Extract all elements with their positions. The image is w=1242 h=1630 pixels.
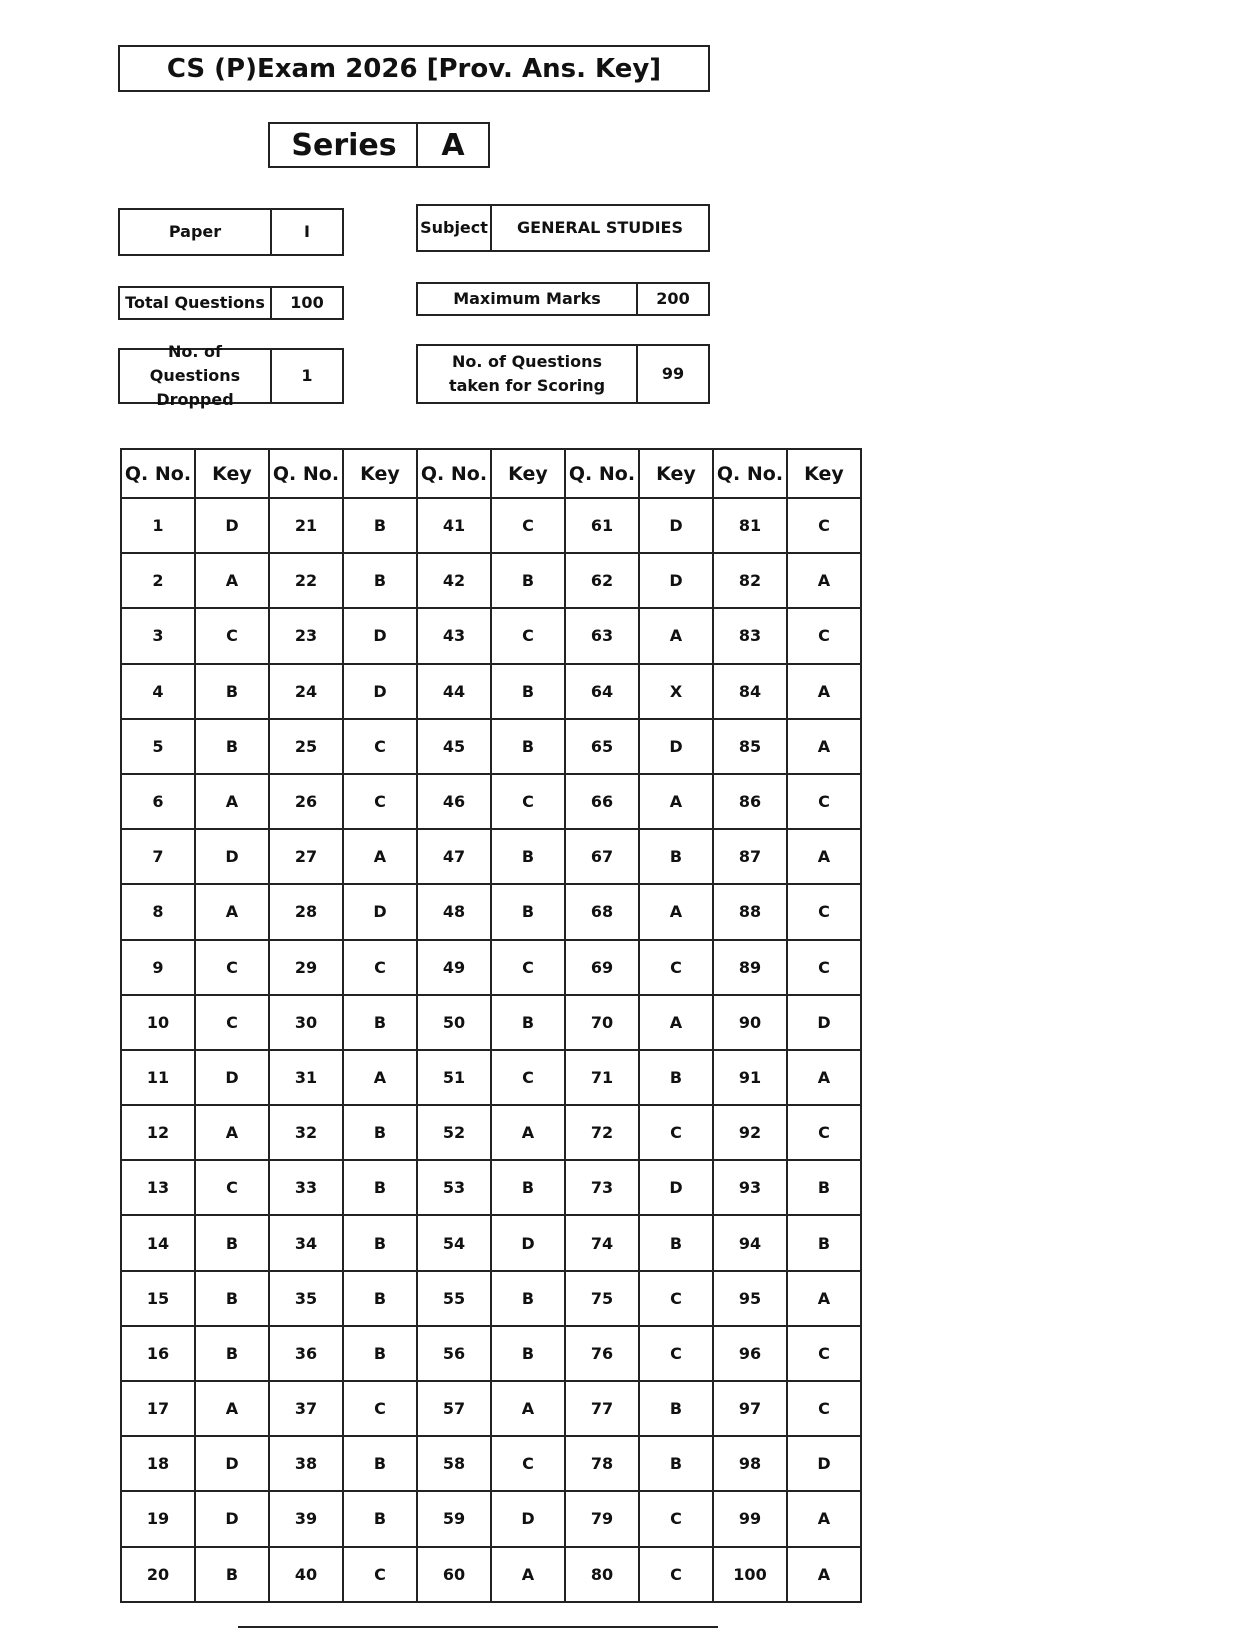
answer-key: C	[639, 1271, 713, 1326]
question-number: 59	[417, 1491, 491, 1546]
table-row	[121, 1381, 861, 1436]
answer-key: A	[195, 1381, 269, 1436]
question-number: 25	[269, 719, 343, 774]
question-number: 15	[121, 1271, 195, 1326]
total-questions-box	[118, 286, 344, 320]
answer-key: C	[639, 1105, 713, 1160]
table-row	[121, 774, 861, 829]
answer-key: C	[343, 940, 417, 995]
answer-key: C	[787, 774, 861, 829]
question-number: 74	[565, 1215, 639, 1270]
header-key: Key	[787, 449, 861, 498]
question-number: 84	[713, 664, 787, 719]
answer-key: B	[491, 553, 565, 608]
table-row	[121, 1160, 861, 1215]
question-number: 27	[269, 829, 343, 884]
question-number: 8	[121, 884, 195, 939]
answer-key: A	[639, 774, 713, 829]
question-number: 13	[121, 1160, 195, 1215]
answer-key: C	[491, 608, 565, 663]
question-number: 5	[121, 719, 195, 774]
question-number: 76	[565, 1326, 639, 1381]
answer-key: B	[639, 1436, 713, 1491]
header-qno: Q. No.	[565, 449, 639, 498]
question-number: 91	[713, 1050, 787, 1105]
question-number: 93	[713, 1160, 787, 1215]
answer-key: B	[195, 1547, 269, 1602]
series-value: A	[416, 122, 490, 168]
question-number: 30	[269, 995, 343, 1050]
answer-key: C	[787, 1381, 861, 1436]
question-number: 53	[417, 1160, 491, 1215]
paper-value: I	[304, 222, 310, 241]
question-number: 4	[121, 664, 195, 719]
table-row	[121, 608, 861, 663]
table-row	[121, 1491, 861, 1546]
answer-key: B	[491, 719, 565, 774]
question-number: 48	[417, 884, 491, 939]
total-questions-value: 100	[290, 293, 324, 312]
answer-key: X	[639, 664, 713, 719]
question-number: 52	[417, 1105, 491, 1160]
question-number: 63	[565, 608, 639, 663]
question-number: 73	[565, 1160, 639, 1215]
question-number: 16	[121, 1326, 195, 1381]
paper-label: Paper	[120, 210, 272, 254]
answer-key: D	[195, 498, 269, 553]
question-number: 78	[565, 1436, 639, 1491]
answer-key: B	[195, 1271, 269, 1326]
question-number: 32	[269, 1105, 343, 1160]
table-row	[121, 553, 861, 608]
question-number: 11	[121, 1050, 195, 1105]
answer-key: B	[343, 1271, 417, 1326]
subject-box	[416, 204, 710, 252]
question-number: 22	[269, 553, 343, 608]
answer-key: A	[639, 995, 713, 1050]
question-number: 50	[417, 995, 491, 1050]
question-number: 36	[269, 1326, 343, 1381]
answer-key: A	[787, 553, 861, 608]
answer-key: A	[787, 829, 861, 884]
header-qno: Q. No.	[713, 449, 787, 498]
answer-key: B	[639, 1215, 713, 1270]
answer-key: C	[639, 1547, 713, 1602]
answer-key: B	[195, 1326, 269, 1381]
question-number: 85	[713, 719, 787, 774]
answer-key: B	[343, 553, 417, 608]
answer-key: D	[195, 829, 269, 884]
answer-key: B	[639, 1381, 713, 1436]
question-number: 49	[417, 940, 491, 995]
table-row	[121, 940, 861, 995]
scoring-label: No. of Questions taken for Scoring	[418, 346, 638, 402]
question-number: 18	[121, 1436, 195, 1491]
max-marks-label: Maximum Marks	[418, 284, 638, 314]
question-number: 95	[713, 1271, 787, 1326]
answer-key: A	[343, 1050, 417, 1105]
question-number: 44	[417, 664, 491, 719]
question-number: 71	[565, 1050, 639, 1105]
question-number: 90	[713, 995, 787, 1050]
subject-value: GENERAL STUDIES	[517, 218, 683, 237]
answer-key: C	[787, 608, 861, 663]
question-number: 20	[121, 1547, 195, 1602]
question-number: 2	[121, 553, 195, 608]
answer-key: D	[787, 1436, 861, 1491]
answer-key: C	[787, 498, 861, 553]
question-number: 65	[565, 719, 639, 774]
question-number: 39	[269, 1491, 343, 1546]
question-number: 6	[121, 774, 195, 829]
question-number: 33	[269, 1160, 343, 1215]
header-key: Key	[195, 449, 269, 498]
question-number: 26	[269, 774, 343, 829]
table-row	[121, 1105, 861, 1160]
question-number: 28	[269, 884, 343, 939]
answer-key: A	[787, 664, 861, 719]
question-number: 37	[269, 1381, 343, 1436]
answer-key: D	[195, 1050, 269, 1105]
question-number: 23	[269, 608, 343, 663]
question-number: 17	[121, 1381, 195, 1436]
question-number: 99	[713, 1491, 787, 1546]
answer-key: B	[343, 1160, 417, 1215]
question-number: 88	[713, 884, 787, 939]
answer-key: A	[195, 884, 269, 939]
question-number: 67	[565, 829, 639, 884]
question-number: 9	[121, 940, 195, 995]
question-number: 94	[713, 1215, 787, 1270]
answer-key: C	[787, 1105, 861, 1160]
question-number: 77	[565, 1381, 639, 1436]
total-questions-label: Total Questions	[120, 288, 272, 318]
answer-key: C	[491, 498, 565, 553]
answer-key: B	[343, 498, 417, 553]
question-number: 19	[121, 1491, 195, 1546]
max-marks-value: 200	[656, 289, 690, 308]
answer-key: B	[195, 1215, 269, 1270]
answer-key: C	[343, 1547, 417, 1602]
question-number: 45	[417, 719, 491, 774]
answer-key: C	[343, 719, 417, 774]
answer-key: C	[195, 1160, 269, 1215]
answer-key: A	[639, 608, 713, 663]
answer-key: D	[343, 664, 417, 719]
answer-key: B	[491, 664, 565, 719]
table-row	[121, 995, 861, 1050]
answer-key: B	[343, 1436, 417, 1491]
header-key: Key	[639, 449, 713, 498]
question-number: 60	[417, 1547, 491, 1602]
dropped-box	[118, 342, 344, 409]
question-number: 47	[417, 829, 491, 884]
question-number: 21	[269, 498, 343, 553]
answer-key: C	[195, 995, 269, 1050]
answer-key: B	[491, 1160, 565, 1215]
question-number: 35	[269, 1271, 343, 1326]
question-number: 43	[417, 608, 491, 663]
answer-key: B	[491, 829, 565, 884]
question-number: 3	[121, 608, 195, 663]
table-row	[121, 1050, 861, 1105]
question-number: 96	[713, 1326, 787, 1381]
answer-key: C	[639, 1491, 713, 1546]
question-number: 46	[417, 774, 491, 829]
answer-key: C	[787, 940, 861, 995]
question-number: 97	[713, 1381, 787, 1436]
header-qno: Q. No.	[121, 449, 195, 498]
question-number: 31	[269, 1050, 343, 1105]
answer-key: B	[491, 995, 565, 1050]
question-number: 81	[713, 498, 787, 553]
question-number: 41	[417, 498, 491, 553]
answer-key: B	[491, 884, 565, 939]
answer-key: C	[195, 608, 269, 663]
answer-key: C	[491, 774, 565, 829]
question-number: 7	[121, 829, 195, 884]
scoring-box	[416, 344, 710, 404]
question-number: 72	[565, 1105, 639, 1160]
answer-key: A	[787, 1050, 861, 1105]
answer-key: A	[491, 1105, 565, 1160]
answer-key: B	[343, 995, 417, 1050]
answer-key: B	[787, 1215, 861, 1270]
answer-key: B	[343, 1215, 417, 1270]
question-number: 100	[713, 1547, 787, 1602]
question-number: 98	[713, 1436, 787, 1491]
question-number: 51	[417, 1050, 491, 1105]
table-row	[121, 1436, 861, 1491]
question-number: 69	[565, 940, 639, 995]
answer-key: B	[343, 1105, 417, 1160]
question-number: 34	[269, 1215, 343, 1270]
answer-key: D	[491, 1215, 565, 1270]
answer-key: A	[195, 553, 269, 608]
header-qno: Q. No.	[269, 449, 343, 498]
question-number: 12	[121, 1105, 195, 1160]
answer-key: C	[343, 774, 417, 829]
question-number: 82	[713, 553, 787, 608]
answer-key: A	[639, 884, 713, 939]
answer-key: C	[491, 1436, 565, 1491]
question-number: 80	[565, 1547, 639, 1602]
dropped-label: No. of Questions Dropped	[120, 350, 272, 402]
answer-key: A	[787, 719, 861, 774]
question-number: 57	[417, 1381, 491, 1436]
question-number: 55	[417, 1271, 491, 1326]
header-key: Key	[491, 449, 565, 498]
series-label: Series	[268, 122, 418, 168]
header-key: Key	[343, 449, 417, 498]
answer-key: A	[787, 1271, 861, 1326]
footer-divider	[238, 1626, 718, 1628]
answer-key: B	[639, 1050, 713, 1105]
question-number: 66	[565, 774, 639, 829]
question-number: 92	[713, 1105, 787, 1160]
table-row	[121, 1215, 861, 1270]
question-number: 62	[565, 553, 639, 608]
header-qno: Q. No.	[417, 449, 491, 498]
answer-key: D	[787, 995, 861, 1050]
table-header-row	[121, 449, 861, 498]
table-row	[121, 1547, 861, 1602]
question-number: 54	[417, 1215, 491, 1270]
answer-key: D	[195, 1436, 269, 1491]
answer-key: B	[491, 1326, 565, 1381]
table-row	[121, 719, 861, 774]
answer-key: B	[491, 1271, 565, 1326]
answer-key: D	[491, 1491, 565, 1546]
subject-label: Subject	[418, 206, 492, 250]
answer-key: C	[343, 1381, 417, 1436]
question-number: 1	[121, 498, 195, 553]
answer-key: A	[195, 774, 269, 829]
question-number: 10	[121, 995, 195, 1050]
answer-key: D	[639, 719, 713, 774]
scoring-value: 99	[661, 364, 685, 383]
answer-key: A	[787, 1547, 861, 1602]
answer-key: A	[343, 829, 417, 884]
question-number: 24	[269, 664, 343, 719]
question-number: 87	[713, 829, 787, 884]
answer-key: D	[343, 608, 417, 663]
answer-key: B	[195, 664, 269, 719]
page-title: CS (P)Exam 2026 [Prov. Ans. Key]	[118, 45, 710, 92]
question-number: 86	[713, 774, 787, 829]
table-row	[121, 498, 861, 553]
answer-key: C	[195, 940, 269, 995]
answer-key: A	[491, 1381, 565, 1436]
question-number: 64	[565, 664, 639, 719]
answer-key: D	[639, 1160, 713, 1215]
question-number: 61	[565, 498, 639, 553]
answer-key: C	[787, 884, 861, 939]
answer-key: A	[195, 1105, 269, 1160]
answer-key: B	[639, 829, 713, 884]
answer-key: D	[343, 884, 417, 939]
table-row	[121, 664, 861, 719]
answer-key: A	[491, 1547, 565, 1602]
question-number: 29	[269, 940, 343, 995]
answer-key: C	[491, 1050, 565, 1105]
question-number: 75	[565, 1271, 639, 1326]
answer-key: C	[787, 1326, 861, 1381]
table-row	[121, 829, 861, 884]
paper-box	[118, 208, 344, 256]
table-row	[121, 884, 861, 939]
answer-key: B	[787, 1160, 861, 1215]
answer-key: C	[491, 940, 565, 995]
answer-key: C	[639, 940, 713, 995]
question-number: 14	[121, 1215, 195, 1270]
answer-key: B	[343, 1491, 417, 1546]
dropped-value: 1	[301, 366, 313, 385]
question-number: 79	[565, 1491, 639, 1546]
answer-key: D	[639, 498, 713, 553]
question-number: 40	[269, 1547, 343, 1602]
answer-key: D	[639, 553, 713, 608]
answer-key: D	[195, 1491, 269, 1546]
table-row	[121, 1271, 861, 1326]
table-row	[121, 1326, 861, 1381]
answer-key: A	[787, 1491, 861, 1546]
question-number: 58	[417, 1436, 491, 1491]
question-number: 42	[417, 553, 491, 608]
question-number: 68	[565, 884, 639, 939]
max-marks-box	[416, 282, 710, 316]
question-number: 89	[713, 940, 787, 995]
answer-key: B	[343, 1326, 417, 1381]
answer-key: C	[639, 1326, 713, 1381]
answer-key: B	[195, 719, 269, 774]
question-number: 38	[269, 1436, 343, 1491]
question-number: 70	[565, 995, 639, 1050]
question-number: 56	[417, 1326, 491, 1381]
question-number: 83	[713, 608, 787, 663]
answer-key-table	[120, 448, 862, 1603]
